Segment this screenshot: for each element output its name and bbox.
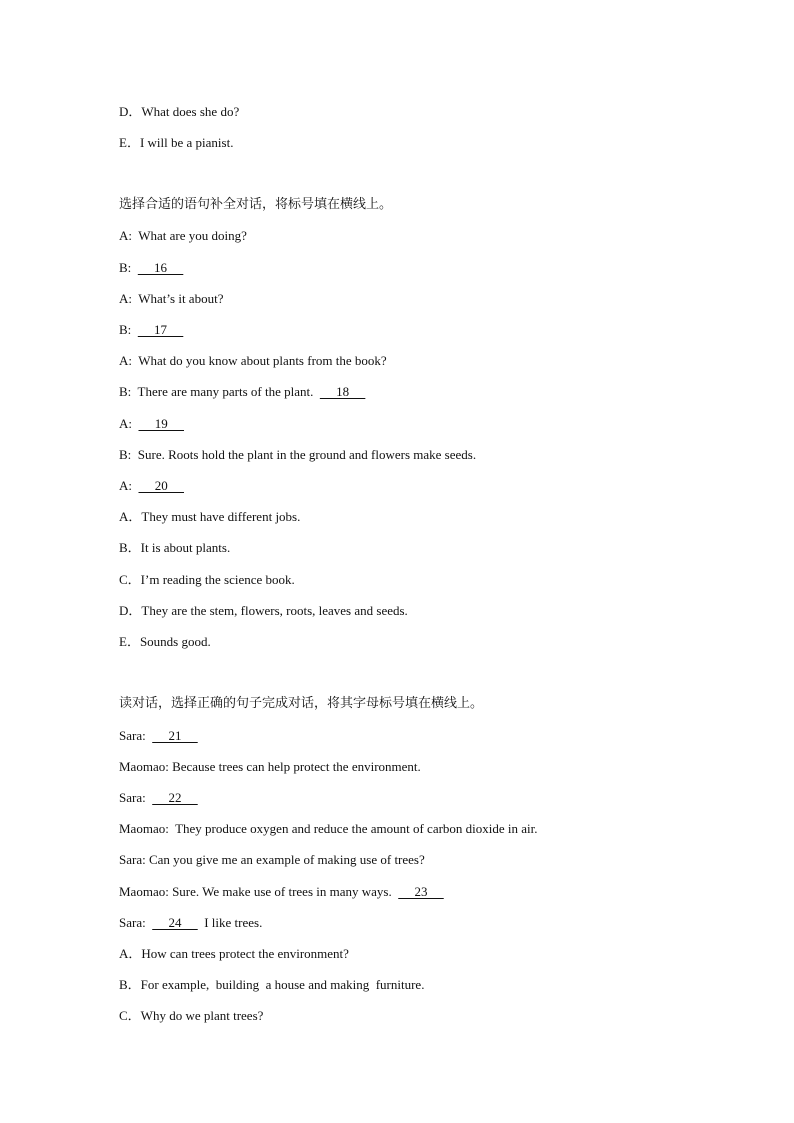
dialogue-text: Maomao: Sure. We make use of trees in many ways. (119, 884, 399, 899)
dialogue-line (119, 790, 198, 806)
dialogue-line (119, 384, 365, 400)
dialogue-line (119, 322, 183, 338)
option-item: A．They must have different jobs. (119, 509, 301, 524)
dialogue-text: B: (119, 322, 138, 337)
dialogue-line (119, 228, 247, 244)
dialogue-text: I like trees. (197, 915, 263, 930)
answer-blank-19[interactable]: 19 (138, 416, 184, 431)
answer-blank-17[interactable]: 17 (137, 322, 184, 337)
dialogue-line (119, 728, 198, 744)
option-item: D．They are the stem, flowers, roots, leaves and seeds. (119, 603, 408, 618)
answer-blank-24[interactable]: 24 (152, 915, 198, 930)
dialogue-text: A: (119, 478, 139, 493)
dialogue-line (119, 759, 421, 775)
option-e: E．I will be a pianist. (119, 135, 234, 150)
dialogue-text: Maomao: Because trees can help protect the environment. (119, 759, 421, 774)
dialogue-text: B: Sure. Roots hold the plant in the ground and flowers make seeds. (119, 447, 477, 462)
dialogue-text: Maomao: They produce oxygen and reduce the amount of carbon dioxide in air. (119, 821, 538, 836)
dialogue-text: B: (119, 260, 138, 275)
dialogue-line (119, 884, 444, 900)
dialogue-text: Sara: (119, 915, 153, 930)
dialogue-line (119, 821, 538, 837)
dialogue-line (119, 852, 425, 868)
dialogue-text: Sara: (119, 728, 153, 743)
option-item: E．Sounds good. (119, 634, 211, 649)
dialogue-text: Sara: Can you give me an example of making use of trees? (119, 852, 425, 867)
dialogue-line (119, 915, 262, 931)
dialogue-line (119, 291, 223, 307)
dialogue-line (119, 478, 184, 494)
option-item: B．For example, building a house and making furniture. (119, 977, 425, 992)
dialogue-text: A: What do you know about plants from the book? (119, 353, 387, 368)
dialogue-line (119, 447, 476, 463)
answer-blank-16[interactable]: 16 (137, 260, 184, 275)
dialogue-text: A: What’s it about? (119, 291, 224, 306)
dialogue-line (119, 260, 183, 276)
answer-blank-20[interactable]: 20 (138, 478, 184, 493)
option-d: D．What does she do? (119, 104, 240, 119)
answer-blank-21[interactable]: 21 (152, 728, 198, 743)
section3-instruction: 读对话，选择正确的句子完成对话，将其字母标号填在横线上。 (119, 696, 484, 711)
dialogue-text: Sara: (119, 790, 153, 805)
answer-blank-23[interactable]: 23 (398, 884, 444, 899)
option-item: C．Why do we plant trees? (119, 1008, 264, 1023)
answer-blank-22[interactable]: 22 (152, 790, 198, 805)
dialogue-line (119, 353, 387, 369)
option-item: C．I’m reading the science book. (119, 572, 295, 587)
answer-blank-18[interactable]: 18 (319, 384, 366, 399)
option-item: A．How can trees protect the environment? (119, 946, 349, 961)
dialogue-text: A: What are you doing? (119, 228, 247, 243)
dialogue-text: A: (119, 416, 139, 431)
option-item: B．It is about plants. (119, 540, 231, 555)
dialogue-text: B: There are many parts of the plant. (119, 384, 320, 399)
dialogue-line (119, 416, 184, 432)
section2-instruction: 选择合适的语句补全对话，将标号填在横线上。 (119, 197, 393, 212)
